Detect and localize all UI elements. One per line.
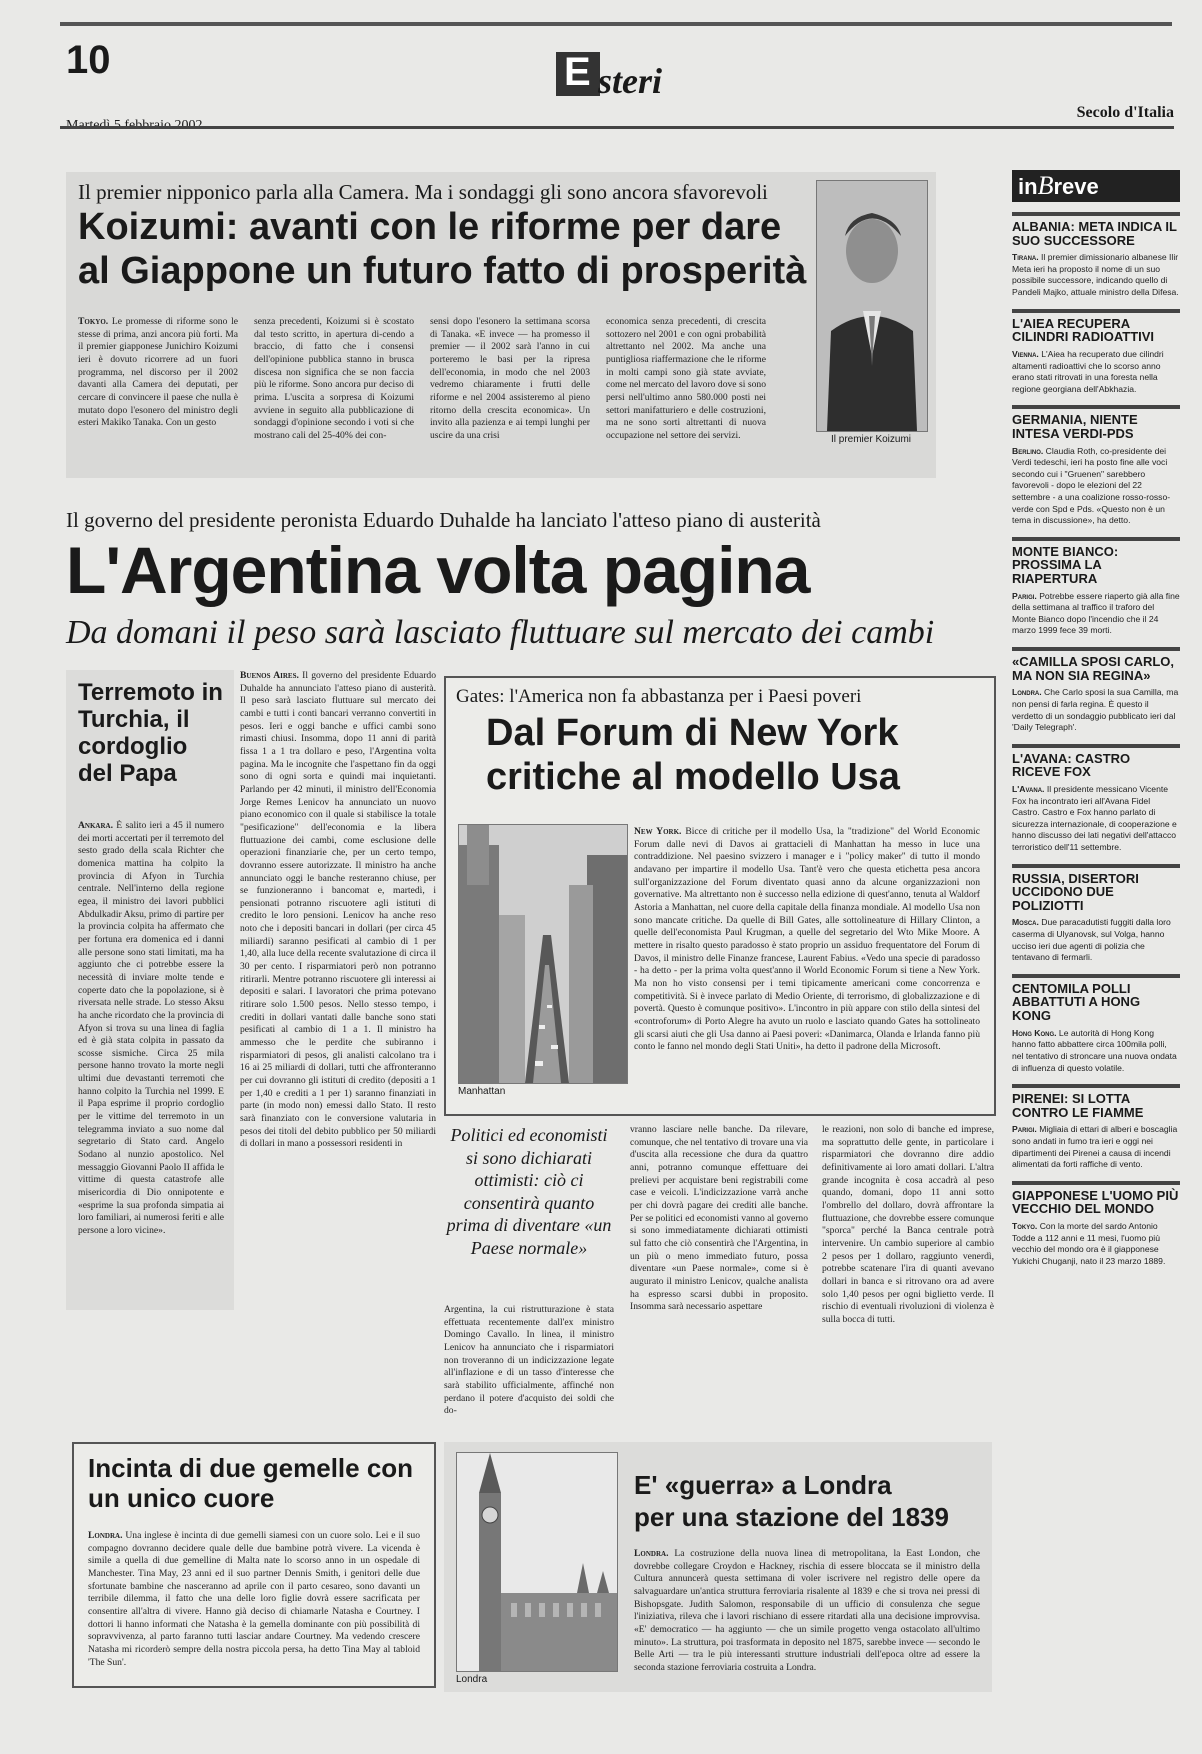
brief-dateline: Hong Kong. [1012,1027,1057,1038]
brief-dateline: Mosca. [1012,917,1039,928]
brief-text [1012,591,1180,637]
section-logo [556,52,600,96]
koizumi-headline-2: al Giappone un futuro fatto di prosperità [78,250,807,292]
koizumi-col-1 [78,316,238,468]
brief-text [1012,917,1180,963]
briefs-title-in: in [1018,174,1038,199]
forum-dateline: New York. [634,826,682,837]
brief-body: Migliaia di ettari di alberi e boscaglia sono andati in fumo tra ieri e oggi nei dipartimenti dei Pirenei a causa di incendi alimentati da forti raffiche di vento. [1012,1124,1178,1170]
brief-body: Il presidente messicano Vicente Fox ha incontrato ieri all'Avana Fidel Castro. Castro e Fox hanno parlato di sicurezza internazionale, di cooperazione e hanno discusso dei lati negativi dell'attacco terroristico dell'11 settembre. [1012,783,1177,852]
turchia-body [78,820,224,1302]
argentina-headline: L'Argentina volta pagina [66,533,810,607]
argentina-subheadline: Da domani il peso sarà lasciato fluttuare sul mercato dei cambi [66,614,935,651]
brief-dateline: Tokyo. [1012,1221,1038,1232]
londra-headline-2: per una stazione del 1839 [634,1502,950,1532]
brief-dateline: Tirana. [1012,252,1039,263]
koizumi-col-2: senza precedenti, Koizumi si è scostato dal testo scritto, in apertura di-cendo a braccio, di fatto che i consensi dell'opinione pubblica stanno in brusca discesa non significa che se non faccia più le riforme. Sono ancora pur deciso di prima. L'uscita a sorpresa di Koizumi avviene in seguito alla pubblicazione di sondaggi d'opinione secondo i voti si che mostrano cali del 25-40% dei con- [254,316,414,441]
londra-caption: Londra [456,1674,488,1685]
turchia-dateline: Ankara. [78,820,113,831]
manhattan-caption: Manhattan [458,1086,506,1097]
turchia-headline: Terremoto in Turchia, il cordoglio del Papa [78,679,223,787]
argentina-kicker: Il governo del presidente peronista Eduardo Duhalde ha lanciato l'atteso piano di austerità [66,508,821,532]
masthead-rule [60,126,1174,129]
forum-headline-2: critiche al modello Usa [486,756,900,798]
koizumi-dateline: Tokyo. [78,316,109,327]
brief-text [1012,349,1180,395]
politici-col-2: vranno lasciare nelle banche. Da rilevare, comunque, che nel tentativo di trovare una via d'uscita alla recessione che dura da quattro anni, potranno comunque effettuare dei prelievi per acquistare beni registrabili come case e veicoli. L'indicizzazione varrà anche per chi dovrà pagare dei crediti alle banche. Per se politici ed economisti vanno al governo si sono immediatamente dichiarati ottimisti sul fatto che ciò consentirà che l'Argentina, in un più o meno immediato futuro, possa diventare «un Paese normale», come si è augurato il ministro Lenicov, qualche analista ha espresso scarsi dubbi in proposito. Insomma sarà necessario aspettare [630,1124,808,1313]
brief-title: GIAPPONESE L'UOMO PIÙ VECCHIO DEL MONDO [1012,1187,1179,1217]
brief-title: L'AIEA RECUPERA CILINDRI RADIOATTIVI [1012,315,1155,345]
brief-title: CENTOMILA POLLI ABBATTUTI A HONG KONG [1012,980,1141,1024]
brief-text [1012,1124,1180,1170]
brief-title: L'AVANA: CASTRO RICEVE FOX [1012,750,1131,780]
politici-col-1: Argentina, la cui ristrutturazione è stata effettuata recentemente dall'ex ministro Domingo Cavallo. In linea, il ministro Lenicov ha annunciato che i risparmiatori non troveranno di un indicizzazione legate all'inflazione e di un tasso d'interesse che sarà stabilito ufficialmente, affinché non perdano il potere d'acquisto dei soldi che do- [444,1304,614,1417]
brief-item [1012,1181,1180,1268]
brief-body: Che Carlo sposi la sua Camilla, ma non pensi di farla regina. È questo il verdetto di un sondaggio pubblicato ieri dal 'Daily Telegraph'. [1012,687,1179,733]
gemelle-text: Una inglese è incinta di due gemelli siamesi con un cuore solo. Lei e il suo compagno dovranno decidere quale delle due bambine potrà vivere. La vicenda è simile a quella di due gemelline di Malta nate lo scorso anno in un ospedale di Manchester. Tina May, 23 anni ed il suo partner Dennis Smith, i genitori delle due sfortunate bambine che nasceranno ad aprile con il parto cesareo, sono davanti un terribile dilemma, il fatto che una delle loro figlie dovrà essere sacrificata per consentire all'altra di vivere. Hanno già deciso di chiamarle Natasha e Courtney. I dottori li hanno informati che Natasha è la gemella dominante con più possibilità di sopravvivenza, al parto faranno tutti lasciar andare Courtney. Ma vedendo crescere Natasha mi ricorderò sempre della nostra piccola persa, ha detto Tina May al tabloid 'The Sun'. [88,1530,420,1668]
portrait-illustration [817,181,927,431]
koizumi-kicker: Il premier nipponico parla alla Camera. Ma i sondaggi gli sono ancora sfavorevoli [78,180,768,204]
koizumi-col-4: economica senza precedenti, di crescita sottozero nel 2001 e con ogni probabilità altrettanto nel 2002. Ma anche una puntigliosa riaffermazione che le riforme in molti campi sono già state avviate, come nel mercato del lavoro dove si sono persi nell'ultimo anno 580.000 posti nei settori manifatturiero e delle costruzioni, ma ne sono sorti altrettanti di nuova occupazione nel settore dei servizi. [606,316,766,441]
brief-body: Con la morte del sardo Antonio Todde a 112 anni e 11 mesi, l'uomo più vecchio del mondo ora è il giapponese Yukichi Chuganji, nato il 23 marzo 1889. [1012,1221,1166,1266]
gemelle-body [88,1530,420,1678]
gemelle-headline: Incinta di due gemelle con un unico cuore [88,1453,414,1513]
brief-title: RUSSIA, DISERTORI UCCIDONO DUE POLIZIOTTI [1012,870,1139,913]
brief-dateline: Parigi. [1012,590,1037,601]
argentina-text-2: Il ministro ha ammesso che le perdite che subiranno i risparmiatori di pesos, gli analisti calcolano tra i 16 ai 25 miliardi di dollari, tutti che affronteranno per cui dovranno gli istituti di credito (depositi a 1 per 1,40 e crediti a 1 per 1) saranno finanziati in parte (in modo non) emessi dallo Stato. Il resto sarà finanziato con le conversione valutaria in pesos dei titoli del debito pubblico per 50 miliardi di dollari in mano a possessori residenti in [240,1024,436,1150]
brief-dateline: Berlino. [1012,445,1044,456]
section-initial: E [564,50,591,94]
brief-body: L'Aiea ha recuperato due cilindri altamenti radioattivi che lo scorso anno erano stati ritrovati in una foresta nella regione georgiana dell'Abkhazia. [1012,348,1164,394]
section-name: steri [598,61,663,101]
brief-body: Le autorità di Hong Kong hanno fatto abbattere circa 100mila polli, nel tentativo di stroncare una nuova ondata di influenza di questo volatile. [1012,1027,1177,1073]
brief-title: MONTE BIANCO: PROSSIMA LA RIAPERTURA [1012,543,1119,587]
briefs-sidebar [1012,170,1180,1267]
londra-article [444,1442,992,1692]
brief-body: Claudia Roth, co-presidente dei Verdi tedeschi, ieri ha posto fine alle voci secondo cui i "Gruenen" sarebbero favorevoli - dopo le elezioni del 22 settembre - a una coalizione rosso-rosso-verde con Spd e Pds. «Questo non è un tema in discussione», ha detto. [1012,445,1171,526]
forum-text: Bicce di critiche per il modello Usa, la "tradizione" del World Economic Forum dalle nevi di Davos ai grattacieli di Manhattan ha messo in luce una contraddizione. Nel paesino svizzero i manager e i "policy maker" di tutto il mondo andavano per impartire il modello Usa. Tant'è vero che questa etichetta pesa ancora sull'organizzazione del Forum diventato quasi anno da alcune organizzazioni non governative. Ma altrettanto non è successo nella edizione di quest'anno, tenuta al Waldorf Astoria a Manhattan, nel cuore della capitale della finanza mondiale. Al modello Usa non sono mancate critiche. Da quelle di Bill Gates, alle sottolineature di Hillary Clinton, a quelle dell'economista Paul Krugman, a quelle del segretario del Wto Mike Moore. A mettere in risalto questo paradosso è stato proprio un assiduo frequentatore del Forum di Davos, il ministro delle Finanze francese, Laurent Fabius. «Vedo una specie di paradosso - ha detto - per la prima volta quest'anno il World Economic Forum si tiene a New York. Ma non ho visto consensi per i temi tipicamente americani come concorrenza e competitività. Si è invece parlato di Medio Oriente, di terrorismo, di globalizzazione e di povertà. Questo è comunque positivo». L'incontro in più appare con stilo della sintesi del «controforum» di Porto Alegre ha avuto un ruolo e lasciato quando Gates ha sottolineato gli scarsi aiuti che gli Usa danno ai Paesi poveri: «Danimarca, Olanda e Irlanda fanno più conto le fanno nel mondo degli Stati Uniti», ha detto il padrone della Microsoft. [634,826,980,1053]
manhattan-illustration [459,825,627,1083]
big-ben-illustration [457,1453,617,1671]
brief-text [1012,784,1180,854]
brief-dateline: Londra. [1012,687,1042,698]
gemelle-article [72,1442,436,1688]
brief-item [1012,212,1180,299]
politici-pull-quote: Politici ed economisti si sono dichiarati ottimisti: ciò ci consentirà quanto prima di diventare «un Paese normale» [446,1125,612,1258]
argentina-text-1: Il governo del presidente Eduardo Duhalde ha annunciato l'atteso piano di austerità. Il peso sarà lasciato fluttuare sul mercato dei cambi e tutti i conti bancari verranno convertiti in pesos. Ieri e oggi banche e uffici cambi sono rimasti chiusi. Insomma, dopo 11 anni di parità fissa 1 a 1 tra dollaro e peso, l'Argentina volta pagina. Ma le incognite che l'aspettano fin da oggi sono di ogni sorta e quindi mai inquietanti. Parlando per 42 minuti, il ministro dell'Economia Jorge Remes Lenicov ha annunciato un nuovo piano economico con il quale si stabilisce la totale "pesificazione" dell'economia e la libera fluttuazione dei cambi, come esclusione delle operazioni finanziarie che, per un certo tempo, dovranno essere autorizzate. Il ministro ha anche annunciato oggi le banche resteranno chiuse, per se funzioneranno i bancomat e, martedì, i pensionati potranno riscuotere agli istituti di credito le loro pensioni. Lenicov ha anche reso noto che i depositi bancari in dollari (per circa 45 miliardi) saranno pesificati al cambio di 1 per 1,40, alla luce della recente svalutazione di circa il 30 per cento. I risparmiatori però non potranno ritirarli. Mentre potranno riscuotere gli interessi ai depositi e salari. I lavoratori che prima potevano ritirare solo 1.500 pesos. Nello stesso tempo, i crediti in dollari vantati dalle banche sono stati pesificati al cambio di 1 a 1. [240,670,436,1036]
argentina-body [240,670,436,1310]
brief-item [1012,537,1180,637]
brief-dateline: Parigi. [1012,1124,1037,1135]
brand-name: Secolo d'Italia [1076,104,1174,121]
brief-item [1012,864,1180,964]
brief-dateline: Vienna. [1012,348,1039,359]
brief-item [1012,1084,1180,1171]
page-number: 10 [66,38,111,82]
londra-photo [456,1452,618,1672]
turchia-article [66,670,234,1310]
brief-title: GERMANIA, NIENTE INTESA VERDI-PDS [1012,412,1138,441]
koizumi-photo [816,180,928,432]
brief-text [1012,252,1180,298]
brief-item [1012,647,1180,734]
londra-text: La costruzione della nuova linea di metropolitana, la East London, che dovrebbe collegare Croydon e Hackney, rischia di essere bloccata se il ministro della Cultura annuncerà questa settimana di voler iscrivere nel registro delle opere da salvaguardare un'antica struttura ferroviaria risalente al 1839 e che si trova nei pressi di Bishopsgate. Judith Salomon, responsabile di un ufficio di consulenza che segue l'iniziativa, rileva che i lavori rischiano di essere ritardati alla una decisione improvvisa. «E' democratico — ha aggiunto — che un simile progetto venga ostacolato all'ultimo minuto». La struttura, poi trasformata in deposito nel 1875, sarebbe invece — secondo le Belle Arti — tra le più interessanti strutture industriali dell'epoca oltre ad essere la seconda stazione ferroviaria costruita a Londra. [634,1548,980,1673]
brief-body: Il premier dimissionario albanese Ilir Meta ieri ha proposto il nome di un suo possibile successore, indicando quello di Pandeli Majko, attuale ministro della Difesa. [1012,252,1179,298]
brief-title: PIRENEI: SI LOTTA CONTRO LE FIAMME [1012,1091,1144,1120]
brief-text [1012,1028,1180,1074]
koizumi-article [66,172,936,478]
briefs-list [1012,212,1180,1267]
forum-kicker: Gates: l'America non fa abbastanza per i Paesi poveri [456,686,862,707]
brief-text [1012,446,1180,527]
koizumi-headline-1: Koizumi: avanti con le riforme per dare [78,206,782,248]
koizumi-photo-caption: Il premier Koizumi [830,434,912,445]
brief-body: Due paracadutisti fuggiti dalla loro caserma di Ulyanovsk, sul Volga, hanno ucciso ieri due agenti di polizia che tentavano di fermarli. [1012,917,1171,963]
manhattan-photo [458,824,628,1084]
politici-col-3: le reazioni, non solo di banche ed imprese, ma soprattutto delle gente, in particolare i risparmiatori che dovranno dire addio definitivamente ai loro amati dollari. L'altra grande incognita è cosa accadrà al peso quando, domani, dopo 11 anni sotto l'ombrello del dollaro, dovrà affrontare la fluttuazione, che dovrebbe essere comunque "sporca" perché la Banca centrale potrà intervenire. Un cambio superiore al cambio 2 pesos per 1 dollaro, raggiunto venerdì, potrebbe scatenare l'ira di quanti avevano dollari in banca e si ritrovano ora ad avere solo 1,40 pesos per ogni biglietto verde. Il rischio di eventuali rivoluzioni di violenza è sulla bocca di tutti. [822,1124,994,1325]
brief-body: Potrebbe essere riaperto già alla fine della settimana al traffico il traforo del Monte Bianco dopo l'incendio che il 24 marzo 1999 fece 39 morti. [1012,590,1180,636]
brief-dateline: L'Avana. [1012,783,1045,794]
londra-headline-1: E' «guerra» a Londra [634,1470,892,1500]
briefs-title-rest: reve [1053,174,1099,199]
forum-body [634,826,980,1102]
brief-title: «CAMILLA SPOSI CARLO, MA NON SIA REGINA» [1012,654,1175,683]
brief-item [1012,974,1180,1074]
brief-title: ALBANIA: META INDICA IL SUO SUCCESSORE [1012,219,1177,248]
koizumi-text-1: Le promesse di riforme sono le stesse di prima, anzi ancora più forti. Ma il premier giapponese Junichiro Koizumi ieri è dovuto ricorrere ad un fuori programma, nel discorso per il 2002 davanti alla Camera dei deputati, per cercare di convincere il paese che nulla è mutato dopo l'esonero del ministro degli esteri Makiko Tanaka. Con un gesto [78,316,238,429]
londra-dateline: Londra. [634,1548,669,1559]
brief-item [1012,405,1180,526]
turchia-text: È salito ieri a 45 il numero dei morti accertati per il terremoto del sesto grado della scala Richter che domenica mattina ha colpito la provincia di Afyon in Turchia centrale. Nell'interno della regione egea, il ministro dei lavori pubblici Abdulkadir Aksu, primo di partire per la provincia colpita ha affermato che per fortuna era domenica ed i danni alle persone sono stati limitati, ma ha aggiunto che ci potrebbe essere la necessità di inviare molte tende e coperte dato che la popolazione, si è riversata nelle strade. Lo stesso Aksu ha anche ricordato che la provincia di Afyon si trova su una linea di faglia ed è già stata colpita in passato da scosse sismiche. Circa 25 mila persone hanno trovato la morte negli ultimi due devastanti terremoti che hanno colpito la Turchia nel 1999. E il Papa esprime il proprio cordoglio per le vittime del terremoto in un telegramma inviato a suo nome dal segretario di Stato card. Angelo Sodano al nunzio apostolico. Nel messaggio Giovanni Paolo II affida le vittime di questa catastrofe alle misericordia di Dio onnipotente e «esprime la sua profonda simpatia ai loro familiari, ai numerosi feriti e alle persone a loro vicine». [78,820,224,1236]
top-rule [60,22,1172,26]
gemelle-dateline: Londra. [88,1530,123,1541]
briefs-header [1012,170,1180,202]
briefs-title-b: B [1037,171,1054,200]
brief-item [1012,744,1180,854]
argentina-dateline: Buenos Aires. [240,670,299,681]
brief-item [1012,309,1180,396]
forum-article [444,676,996,1116]
koizumi-col-3: sensi dopo l'esonero la settimana scorsa di Tanaka. «E invece — ha promesso il premier — il 2002 sarà l'anno in cui porteremo le basi per la ripresa dell'economia, in modo che nel 2003 vedremo chiaramente i frutti delle riforme e nel 2004 assisteremo al pieno ritorno della crescita economica». Un invito alla pazienza e ai tempi lunghi per uscire da una crisi [430,316,590,441]
brief-text [1012,1221,1180,1267]
londra-body [634,1548,980,1684]
brief-text [1012,687,1180,733]
forum-headline-1: Dal Forum di New York [486,712,899,754]
